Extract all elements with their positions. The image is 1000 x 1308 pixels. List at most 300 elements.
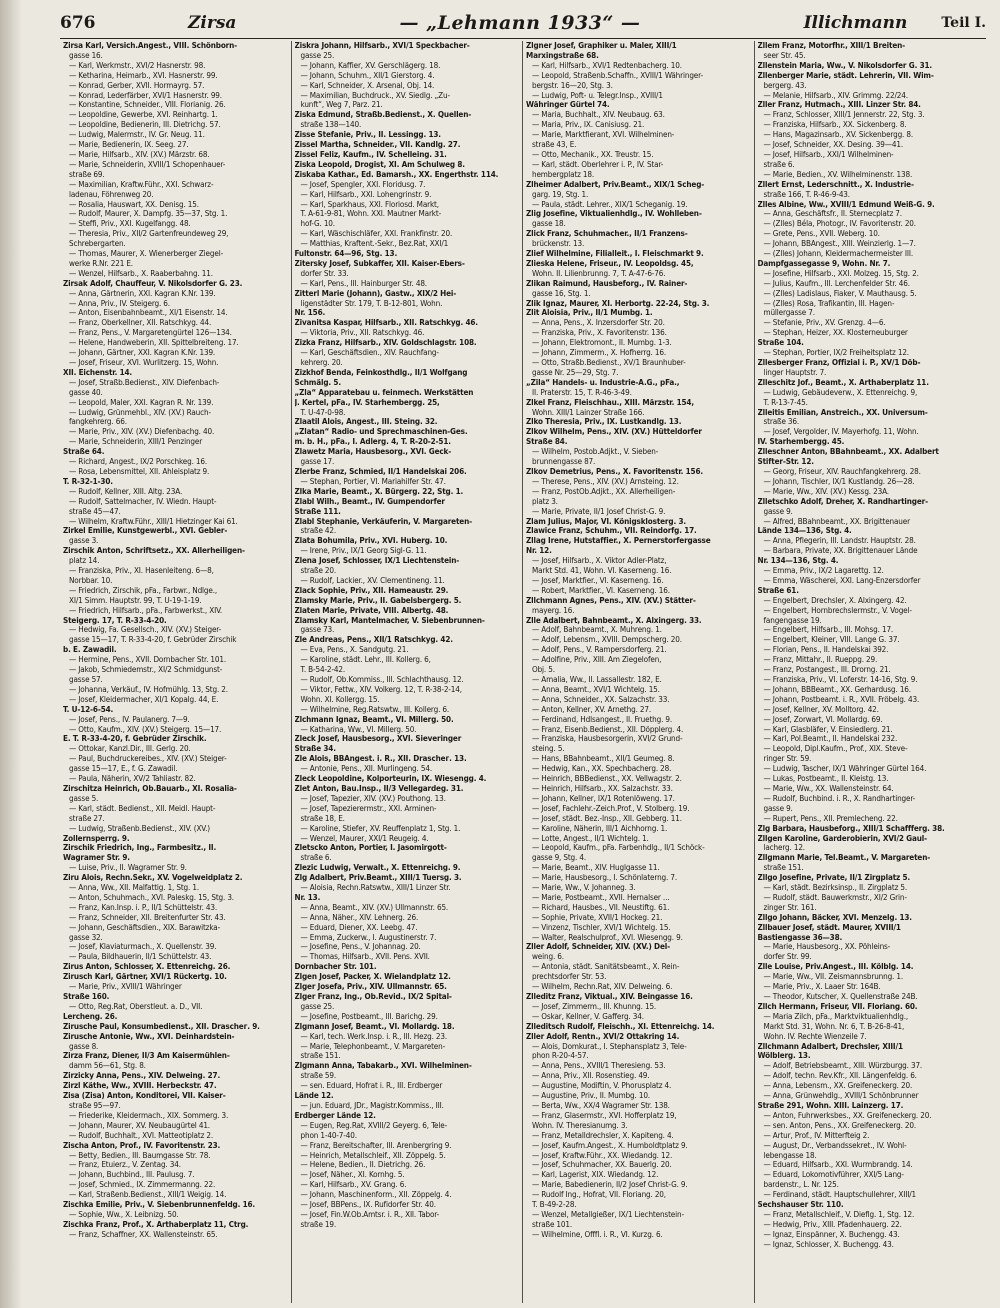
directory-entry-line: Sechshauser Str. 110. bbox=[757, 1200, 844, 1210]
directory-entry-line: Zllgo Johann, Bäcker, XVI. Menzelg. 13. bbox=[757, 912, 912, 922]
directory-entry-line: — Paula, Näherin, XV/2 Tahliastr. 82. bbox=[69, 774, 196, 784]
directory-entry-line: — Engelbert, Hilfsarb., III. Mohsg. 17. bbox=[763, 625, 894, 635]
directory-entry-line: — Leopoldine, Bedienerin, III. Dietrichg. 57. bbox=[69, 120, 221, 130]
directory-entry-line: — Rudolf, Ob.Kommiss., III. Schlachthausg. 12. bbox=[300, 675, 464, 684]
directory-entry-line: — Josef, Kellner, XV. Molltorg. 42. bbox=[763, 704, 879, 714]
directory-entry-line: Zlleditz Franz, Viktual., XIV. Beingasse 16. bbox=[526, 992, 693, 1001]
directory-entry-line: brückenstr. 13. bbox=[532, 239, 585, 249]
directory-entry-line: gasse 16. bbox=[69, 50, 103, 60]
directory-entry-line: — Marie, Marktfierant, XVI. Wilhelminen- bbox=[532, 130, 675, 140]
directory-entry-line: — Josef, Schuhmacher, XX. Bauerlg. 20. bbox=[532, 1160, 672, 1170]
directory-column-4 bbox=[755, 41, 987, 1303]
directory-entry-line: — Marie, Ww., XIV. (XV.) Kessg. 23A. bbox=[763, 486, 889, 496]
directory-entry-line: Straße 84. bbox=[526, 437, 568, 447]
directory-entry-line: Währinger Gürtel 74. bbox=[526, 100, 610, 110]
directory-entry-line: Ziskaba Kathar., Ed. Bamarsh., XX. Engerthstr. 114. bbox=[294, 169, 499, 179]
running-head-right: Illichmann bbox=[803, 13, 908, 33]
directory-entry-line: — Josef, Kaufm.Angest., X. Humboldtplatz 9. bbox=[532, 1140, 688, 1150]
directory-entry-line: prechtsdorfer Str. 53. bbox=[532, 972, 607, 982]
directory-entry-line: — Marie, Schneiderin, XVIII/1 Schopenhauer- bbox=[69, 159, 226, 169]
directory-entry-line: phon R-20-4-57. bbox=[532, 1051, 589, 1061]
directory-entry-line: Nr. 12. bbox=[526, 546, 552, 556]
directory-entry-line: — Karl, Schneider, X. Arsenal, Obj. 14. bbox=[300, 80, 435, 90]
directory-entry-line: Zlieska Helene, Friseur., IV. Leopoldsg. 45, bbox=[526, 258, 694, 268]
directory-entry-line: straße 27. bbox=[69, 813, 105, 823]
directory-entry-line: — Lukas, Postbeamt., II. Kleistg. 13. bbox=[763, 774, 889, 784]
directory-entry-line: Zlkov Wilhelm, Pens., XIV. (XV.) Hütteldorfer bbox=[526, 427, 702, 437]
directory-entry-line: Zllgen Karoline, Garderobierin, XVI/2 Gaul- bbox=[757, 833, 928, 843]
directory-entry-line: — jun. Eduard, JDr., Magistr.Kommiss., III. bbox=[300, 1100, 444, 1110]
directory-entry-line: — Adolfine, Priv., XIII. Am Ziegelofen, bbox=[532, 655, 662, 665]
directory-entry-line: J. Kertel, pFa., IV. Starhembergg. 25, bbox=[294, 397, 440, 407]
directory-entry-line: — Anna, Schneider., XX. Salzachstr. 33. bbox=[532, 694, 670, 704]
directory-entry-line: — Rosalia, Hauswart, XX. Denisg. 15. bbox=[69, 199, 199, 209]
directory-entry-line: — Walter, Realschulprof., XVI. Wiesengg. 9. bbox=[532, 932, 683, 942]
directory-entry-line: — Anna, Geschäftsfr., II. Sternecplatz 7. bbox=[763, 209, 902, 219]
directory-entry-line: Zirusche Antonie, Ww., XVI. Deinhardstein- bbox=[63, 1031, 235, 1041]
directory-entry-line: — Marie, Telephonbeamt., V. Margareten- bbox=[300, 1041, 446, 1051]
directory-entry-line: — Marie, Private, II/1 Josef Christ-G. 9. bbox=[532, 506, 666, 516]
directory-entry-line: — Steffi, Priv., XXI. Kugelfangg. 48. bbox=[69, 219, 191, 229]
directory-entry-line: — Heinrich, BBBedienst., XX. Vellwagstr. 2. bbox=[532, 774, 682, 784]
directory-entry-line: gasse Nr. 25—29, Stg. 7. bbox=[532, 367, 619, 377]
directory-entry-line: Zlawice Franz, Schuhm., VII. Reindorfg. 17. bbox=[526, 526, 697, 536]
directory-entry-line: Zlletschko Adolf, Dreher, X. Randhartinger- bbox=[757, 496, 928, 506]
directory-entry-line: — Otto, Straßb.Bedienst., XV/1 Braunhuber- bbox=[532, 358, 686, 367]
directory-entry-line: — Paul, Buchdruckereibes., XIV. (XV.) Steiger- bbox=[69, 754, 227, 764]
directory-entry-line: — Johann, Gärtner, XXI. Kagran K.Nr. 139. bbox=[69, 348, 216, 358]
directory-entry-line: — Josef, Pens., IV. Paulanerg. 7—9. bbox=[69, 714, 190, 724]
directory-entry-line: — Marie, Ww., V. Johanneg. 3. bbox=[532, 883, 636, 893]
directory-entry-line: — Eduard, Hilfsarb., XXI. Wurmbrandg. 14. bbox=[763, 1160, 913, 1170]
directory-entry-line: gasse 9. bbox=[763, 506, 793, 516]
directory-entry-line: Zlet Anton, Bau.Insp., II/3 Vellegardeg. 31. bbox=[294, 783, 464, 793]
directory-entry-line: — Eva, Pens., X. Sandgutg. 21. bbox=[300, 645, 409, 655]
directory-entry-line: m. b. H., pFa., I. Adlerg. 4, T. R-20-2-51. bbox=[294, 437, 451, 447]
directory-entry-line: — Jakob, Schmiedemstr., XI/2 Schmidgunst- bbox=[69, 665, 223, 675]
directory-entry-line: — Josefine, Hilfsarb., XXI. Molzeg. 15, Stg. 2. bbox=[763, 268, 919, 278]
directory-entry-line: Zllchmann Agnes, Pens., XIV. (XV.) Stätter- bbox=[526, 595, 696, 605]
directory-entry-line: XI/1 Simm. Hauptstr. 99, T. U-19-1-19. bbox=[69, 595, 202, 605]
directory-entry-line: Lände 12. bbox=[294, 1091, 334, 1101]
directory-entry-line: Zirsak Adolf, Chauffeur, V. Nikolsdorfer G. 23. bbox=[63, 278, 243, 288]
directory-entry-line: — Marie, Beamt., XIV. Huglgasse 11. bbox=[532, 863, 660, 873]
directory-entry-line: — Vinzenz, Tischler, XVI/1 Wichtelg. 15. bbox=[532, 922, 671, 932]
directory-entry-line: Wohn. IV. Theresianumg. 3. bbox=[532, 1120, 628, 1130]
directory-entry-line: Zlezic Ludwig, Verwalt., X. Ettenreichg. 9. bbox=[294, 863, 461, 873]
directory-entry-line: — Emma, Wäscherei, XXI. Lang-Enzersdorfer bbox=[763, 575, 921, 585]
directory-entry-line: — Franz, Oberkellner, XII. Ratschkyg. 44. bbox=[69, 318, 212, 328]
directory-entry-line: — Karl, Hilfsarb., XXI. Lohengrinstr. 9. bbox=[300, 189, 432, 199]
directory-entry-line: — Augustine, Modiftin, V. Phorusplatz 4. bbox=[532, 1081, 672, 1091]
directory-entry-line: gasse 8. bbox=[69, 1041, 99, 1051]
directory-entry-line: — Josef, städt. Bez.-Insp., XII. Gebberg. 11. bbox=[532, 813, 682, 823]
directory-entry-line: — Engelbert, Kleiner, VIII. Lange G. 37. bbox=[763, 635, 900, 645]
directory-entry-line: gasse 25. bbox=[300, 50, 335, 60]
directory-entry-line: — Hans, BBahnbeamt., XII/1 Geumeg. 8. bbox=[532, 754, 675, 764]
directory-entry-line: Markt Std. 31, Wohn. Nr. 6, T. B-26-8-41, bbox=[763, 1021, 905, 1031]
directory-entry-line: Zirschik Friedrich, Ing., Farmbesitz., II. bbox=[63, 843, 217, 853]
directory-entry-line: Obj. 5. bbox=[532, 665, 555, 675]
directory-entry-line: Zlamsky Marie, Priv., II. Gabelsbergerg. 5. bbox=[294, 595, 462, 605]
directory-entry-line: Zlabl Stephanie, Verkäuferin, V. Margareten- bbox=[294, 516, 472, 526]
directory-entry-line: — Marie, Babedienerin, II/2 Josef Christ-G. 9. bbox=[532, 1180, 688, 1190]
directory-entry-line: straße 19. bbox=[300, 1219, 337, 1229]
directory-entry-line: — Karoline, Stiefer, XV. Reuffenplatz 1, Stg. 1. bbox=[300, 823, 461, 833]
directory-entry-line: — Anna, Priv., XII. Rosenstieg. 49. bbox=[532, 1071, 650, 1081]
directory-entry-line: Zlig Josefine, Viktualienhdlg., IV. Wohlleben- bbox=[526, 209, 702, 219]
directory-entry-line: — Grete, Pens., XVII. Weberg. 10. bbox=[763, 229, 880, 239]
directory-entry-line: „Zila“ Handels- u. Industrie-A.G., pFa., bbox=[526, 377, 680, 387]
directory-entry-line: Zirkel Emilie, Kunstgewerbl., XVI. Gebler- bbox=[63, 526, 228, 536]
directory-entry-line: Zlleschitz Jof., Beamt., X. Arthaberplatz 11. bbox=[757, 377, 929, 387]
directory-entry-line: — Anna, Beamt., XIV. (XV.) Ullmannstr. 65. bbox=[300, 902, 449, 912]
directory-entry-line: — Franz, Schaffner, XX. Wallensteinstr. 65. bbox=[69, 1229, 218, 1239]
directory-entry-line: — Josef, Hilfsarb., XXI/1 Wilhelminen- bbox=[763, 149, 894, 159]
directory-entry-line: — Katharina, Ww., VI. Millerg. 50. bbox=[300, 724, 417, 734]
directory-entry-line: — Maria, Priv., IX. Canisiusg. 21. bbox=[532, 120, 645, 130]
directory-entry-line: Zller Franz, Hutmach., XIII. Linzer Str. 84. bbox=[757, 100, 921, 110]
directory-entry-line: — Rudolf Ing., Hofrat, VII. Floriang. 20, bbox=[532, 1190, 666, 1200]
directory-entry-line: Zlam Julius, Major, VI. Königsklosterg. 3. bbox=[526, 516, 686, 526]
directory-entry-line: — Ferdinand, Hdlsangest., II. Fruethg. 9. bbox=[532, 714, 673, 724]
directory-entry-line: bardenstr., L. Nr. 125. bbox=[763, 1180, 839, 1190]
directory-entry-line: bergerg. 43. bbox=[763, 80, 807, 90]
directory-entry-line: — Ignaz, Einspänner, X. Buchengg. 43. bbox=[763, 1229, 900, 1239]
directory-entry-line: Wohn. IV. Rechte Wienzeile 7. bbox=[763, 1031, 867, 1041]
directory-entry-line: — Karl, Werkmstr., XVI/2 Hasnerstr. 98. bbox=[69, 60, 206, 70]
directory-entry-line: — Rudolf, Buchhalt., XVI. Matteotiplatz 2. bbox=[69, 1130, 214, 1140]
directory-entry-line: — Anna, Lebensm., XX. Greifeneckerg. 20. bbox=[763, 1081, 913, 1091]
directory-entry-line: — Betty, Bedien., III. Baumgasse Str. 78. bbox=[69, 1150, 211, 1160]
directory-entry-line: gasse 25. bbox=[300, 1001, 335, 1011]
directory-entry-line: — Ludwig, Tascher, IX/1 Währinger Gürtel 164. bbox=[763, 764, 927, 774]
directory-entry-line: Zlaatil Alois, Angest., III. Steing. 32. bbox=[294, 417, 438, 427]
directory-entry-line: — Franz, Pens., V. Margaretengürtel 126—134. bbox=[69, 328, 232, 338]
directory-entry-line: ringer Str. 59. bbox=[763, 754, 812, 764]
directory-entry-line: — Josef, Kleidermacher, XI/1 Kopalg. 44, E. bbox=[69, 694, 219, 704]
directory-entry-line: — Marie, Priv., X. Laaer Str. 164B. bbox=[763, 982, 881, 992]
directory-entry-line: seer Str. 45. bbox=[763, 50, 806, 60]
directory-entry-line: — Anna, Pflegerin, III. Landstr. Hauptstr. 28. bbox=[763, 536, 916, 546]
directory-entry-line: — Josef, Friseur, XVI. Wurlitzerg. 15, Wohn. bbox=[69, 358, 219, 367]
directory-entry-line: Ziska Leopold, Drogist, XI. Am Schulweg 8. bbox=[294, 159, 465, 169]
directory-entry-line: — Antonie, Pens., XII. Murlingeng. 54. bbox=[300, 764, 432, 774]
directory-entry-line: Straße 64. bbox=[63, 447, 105, 457]
directory-entry-line: — Josef, Hilfsarb., X. Viktor Adler-Platz, bbox=[532, 556, 667, 566]
directory-entry-line: Zitterl Marie (Johann), Gastw., XIX/2 Hei- bbox=[294, 288, 457, 298]
directory-entry-line: — Franziska, Priv., X. Favoritenstr. 136. bbox=[532, 328, 667, 338]
directory-entry-line: — Adolf, Betriebsbeamt., XIII. Würzburgg. 37. bbox=[763, 1061, 923, 1071]
directory-entry-line: — Anna, Grünwehdlg., XVIII/1 Schönbrunner bbox=[763, 1091, 919, 1101]
directory-entry-line: — Josef, Näher., XI. Kornhg. 5. bbox=[300, 1170, 405, 1180]
directory-entry-line: — Robert, Marktfier., VI. Kaserneng. 16. bbox=[532, 585, 670, 595]
directory-entry-line: — Matthias, Kraftent.-Sekr., Bez.Rat, XXI/1 bbox=[300, 239, 449, 249]
directory-entry-line: — Leopoldine, Gewerbe, XVI. Reinhartg. 1. bbox=[69, 110, 218, 120]
directory-entry-line: platz 3. bbox=[532, 496, 558, 506]
directory-entry-line: — Rudolf, Maurer, X. Dampfg. 35—37, Stg. 1. bbox=[69, 209, 228, 219]
directory-entry-line: — Helene, Bedien., II. Dietrichg. 26. bbox=[300, 1160, 426, 1170]
directory-entry-line: — Josefine, Pens., V. Johannag. 20. bbox=[300, 942, 421, 952]
directory-entry-line: Wohn. II. Lilienbrunng. 7, T. A-47-6-76. bbox=[532, 268, 666, 278]
directory-entry-line: — Eduard, Lokomotivführer, XXI/5 Lang- bbox=[763, 1170, 904, 1180]
directory-entry-line: Straße 160. bbox=[63, 992, 110, 1001]
directory-entry-line: straße 20. bbox=[300, 566, 337, 576]
directory-entry-line: Straße 291, Wohn. XIII. Lainzerg. 17. bbox=[757, 1100, 904, 1110]
directory-entry-line: phon 1-40-7-40. bbox=[300, 1130, 357, 1140]
directory-entry-line: — Karl, Sparkhaus, XXI. Floriosd. Markt, bbox=[300, 199, 439, 209]
directory-entry-line: Zlg Adalbert, Priv.Beamt., XIII/1 Tuersg. 3. bbox=[294, 873, 462, 883]
directory-entry-line: — Rupert, Pens., XII. Premlecheng. 22. bbox=[763, 813, 898, 823]
directory-entry-line: Zollernsperrg. 9. bbox=[63, 833, 130, 843]
directory-entry-line: Zlamsky Karl, Mantelmacher, V. Siebenbrunnen- bbox=[294, 615, 485, 625]
directory-entry-line: — Josef, Tapezierermstr., XXI. Arminen- bbox=[300, 803, 437, 813]
directory-title: — „Lehmann 1933“ — bbox=[399, 12, 641, 34]
directory-entry-line: — Ottokar, Kanzl.Dir., III. Gerlg. 20. bbox=[69, 744, 191, 754]
directory-entry-line: T. B-54-2-42. bbox=[300, 665, 346, 675]
directory-entry-line: Zlick Franz, Schuhmacher., II/1 Franzens- bbox=[526, 229, 688, 239]
directory-entry-line: — Rudolf, Sattelmacher, IV. Wiedn. Haupt- bbox=[69, 496, 217, 506]
directory-entry-line: Zlheimer Adalbert, Priv.Beamt., XIX/1 Scheg- bbox=[526, 179, 705, 189]
directory-entry-line: — Thomas, Hilfsarb., XVII. Pens. XVII. bbox=[300, 952, 430, 962]
directory-entry-line: Zissel Martha, Schneider., VII. Kandlg. 27. bbox=[294, 140, 461, 150]
directory-entry-line: Stifter-Str. 12. bbox=[757, 457, 814, 467]
directory-entry-line: — Anna, Ww., XII. Malfattig. 1, Stg. 1. bbox=[69, 883, 199, 893]
directory-entry-line: — Viktor, Fettw., XIV. Volkerg. 12, T. R-38-2-14, bbox=[300, 684, 462, 694]
directory-entry-line: mayerg. 16. bbox=[532, 605, 575, 615]
directory-entry-line: — Paula, Bildhauerin, II/1 Schüttelstr. 43. bbox=[69, 952, 212, 962]
directory-entry-line: — Rudolf, städt. Bauwerkmstr., XI/2 Grin- bbox=[763, 892, 907, 902]
directory-entry-line: — Anton, Eisenbahnbeamt., XI/1 Eisenstr. 14. bbox=[69, 308, 228, 318]
directory-entry-line: Fultonstr. 64—96, Stg. 13. bbox=[294, 249, 398, 259]
directory-entry-line: — Theodor, Kutscher, X. Quellenstraße 24B. bbox=[763, 992, 918, 1001]
directory-entry-line: gasse 5. bbox=[69, 793, 99, 803]
directory-entry-line: Zlkel Franz, Fleischhau., XIII. Märzstr. 154, bbox=[526, 397, 694, 407]
directory-entry-line: Zlle Adalbert, Bahnbeamt., X. Alxingerg. 33. bbox=[526, 615, 702, 625]
directory-entry-line: Zissel Feliz, Kaufm., IV. Schelleing. 31. bbox=[294, 149, 447, 159]
directory-entry-line: — Eugen, Reg.Rat, XVIII/2 Geyerg. 6, Tele- bbox=[300, 1120, 448, 1130]
directory-entry-line: — Franziska, Priv., XI. Hasenleiteng. 6—8, bbox=[69, 566, 214, 576]
directory-entry-line: — Antonia, städt. Sanitätsbeamt., X. Rein- bbox=[532, 962, 680, 972]
directory-entry-line: — Konrad, Lederfärber, XVI/1 Hasnerstr. 99. bbox=[69, 90, 222, 100]
directory-entry-line: — Wilhelmine, Reg.Ratswtw., III. Kollerg. 6. bbox=[300, 704, 450, 714]
directory-entry-line: Zllbauer Josef, städt. Maurer, XVIII/1 bbox=[757, 922, 901, 932]
directory-entry-line: bergstr. 16—20, Stg. 3. bbox=[532, 80, 613, 90]
directory-entry-line: — Johann, Buchbind., III. Paulusg. 7. bbox=[69, 1170, 195, 1180]
directory-entry-line: Wohn. XIII/1 Lainzer Straße 166. bbox=[532, 407, 645, 417]
directory-entry-line: Zllch Hermann, Friseur, VII. Floriang. 60. bbox=[757, 1001, 918, 1011]
directory-entry-line: II. Praterstr. 15, T. R-46-3-49. bbox=[532, 387, 632, 397]
directory-entry-line: — Hedwig, Priv., XIII. Pfadenhauerg. 22. bbox=[763, 1219, 902, 1229]
directory-entry-line: — Anna, Näher., XIV. Lehnerg. 26. bbox=[300, 912, 419, 922]
directory-entry-line: — Adolf, techn. Rev.Kfr., XII. Längenfeldg. 6. bbox=[763, 1071, 917, 1081]
directory-entry-line: Ziska Edmund, Straßb.Bedienst., X. Quellen- bbox=[294, 110, 472, 120]
directory-entry-line: Zller Adolf, Rentn., XVI/2 Ottakring 14. bbox=[526, 1031, 680, 1041]
directory-entry-line: — Josef, Fachlehr.-Zeich.Prof., V. Stolberg. 19. bbox=[532, 803, 690, 813]
directory-entry-line: — Heinrich, Metallschleif., XII. Zöppelg. 5. bbox=[300, 1150, 446, 1160]
directory-entry-line: Zlko Theresia, Priv., IX. Lustkandlg. 13. bbox=[526, 417, 682, 427]
directory-entry-line: hof-G. 10. bbox=[300, 219, 335, 229]
directory-entry-line: Zisa (Zisa) Anton, Konditorei, VII. Kaiser- bbox=[63, 1091, 226, 1101]
directory-entry-line: — Rudolf, Lackier., XV. Clementineng. 11. bbox=[300, 575, 445, 585]
directory-entry-line: — Friedrich, Zirschik, pFa., Farbwr., Ndlge., bbox=[69, 585, 218, 595]
directory-entry-line: — Franz, PostOb.Adjkt., XX. Allerheiligen- bbox=[532, 486, 676, 496]
directory-entry-line: Zlleditsch Rudolf, Fleischh., XI. Ettenreichg. 14. bbox=[526, 1021, 715, 1031]
directory-entry-line: — Engelbert, Drechsler, X. Alxingerg. 42. bbox=[763, 595, 907, 605]
directory-entry-line: fangengasse 19. bbox=[763, 615, 822, 625]
directory-entry-line: — Josef, Tapezier, XIV. (XV.) Pouthong. 13. bbox=[300, 793, 446, 803]
directory-entry-line: Zllgo Josefine, Private, II/1 Zirgplatz 5. bbox=[757, 873, 911, 883]
directory-entry-line: — Leopold, Straßenb.Schaffn., XVIII/1 Währinger- bbox=[532, 70, 703, 80]
directory-entry-line: — Karl, städt. Bezirksinsp., II. Zirgplatz 5. bbox=[763, 883, 908, 893]
directory-entry-line: gasse 18. bbox=[532, 219, 566, 229]
directory-entry-line: — Marie, Ww., XX. Wallensteinstr. 64. bbox=[763, 783, 894, 793]
directory-entry-line: — Wenzel, Metallgießer, IX/1 Liechtenstein- bbox=[532, 1209, 684, 1219]
directory-entry-line: — Ludwig, Grünmehbl., XIV. (XV.) Rauch- bbox=[69, 407, 211, 417]
directory-entry-line: — Leopold, Dipl.Kaufm., Prof., XIX. Steve- bbox=[763, 744, 908, 754]
page-binding-shadow bbox=[0, 0, 22, 1308]
directory-entry-line: — Karl, Pol.Beamt., II. Handelskai 232. bbox=[763, 734, 898, 744]
directory-entry-line: Nr. 134—136, Stg. 4. bbox=[757, 556, 839, 566]
directory-entry-line: — Engelbert, Hornbrechslermstr., V. Vogel- bbox=[763, 605, 912, 615]
directory-column-1 bbox=[60, 41, 292, 1303]
directory-entry-line: — Georg, Friseur, XIV. Rauchfangkehrerg. 28. bbox=[763, 466, 921, 476]
directory-entry-line: — Emma, Priv., IX/2 Lagarettg. 12. bbox=[763, 566, 884, 576]
directory-entry-line: straße 101. bbox=[532, 1219, 573, 1229]
directory-entry-line: — Ketharina, Heimarb., XVI. Hasnerstr. 99. bbox=[69, 70, 218, 80]
directory-entry-line: ligenstädter Str. 179, T. B-12-801, Wohn. bbox=[300, 298, 443, 308]
directory-entry-line: Zlchmann Ignaz, Beamt., VI. Millerg. 50. bbox=[294, 714, 454, 724]
directory-entry-line: Zlik Ignaz, Maurer, XI. Herbortg. 22-24, Stg. 3. bbox=[526, 298, 710, 308]
directory-entry-line: — Paula, städt. Lehrer., XIX/1 Scheganig. 19. bbox=[532, 199, 688, 209]
directory-entry-line: — Franziska, Priv., VI. Loferstr. 14-16, Stg. 9. bbox=[763, 675, 918, 684]
directory-entry-line: zinger Str. 161. bbox=[763, 902, 817, 912]
directory-entry-line: Erdberger Lände 12. bbox=[294, 1110, 376, 1120]
directory-entry-line: Zirus Anton, Schlosser, X. Ettenreichg. 26. bbox=[63, 962, 231, 972]
directory-entry-line: kehrerg. 20. bbox=[300, 358, 343, 367]
directory-entry-line: — Barbara, Private, XX. Brigittenauer Lände bbox=[763, 546, 918, 556]
directory-entry-line: Nr. 156. bbox=[294, 308, 326, 318]
directory-entry-line: gasse 15—17, T. R-33-4-20, f. Gebrüder Zirschik bbox=[69, 635, 237, 645]
directory-entry-line: Zisse Stefanie, Priv., II. Lessingg. 13. bbox=[294, 130, 441, 140]
directory-entry-line: — Anna, Priv., IV. Steigerg. 6. bbox=[69, 298, 170, 308]
directory-entry-line: — Anton, Schuhmach., XVI. Paleskg. 15, Stg. 3. bbox=[69, 892, 234, 902]
directory-entry-line: — Therese, Pens., XIV. (XV.) Arnsteing. 12. bbox=[532, 476, 679, 486]
directory-entry-line: — Ferdinand, städt. Hauptschullehrer, XIII/1 bbox=[763, 1190, 917, 1200]
directory-entry-line: Zlata Bohumila, Priv., XVI. Huberg. 10. bbox=[294, 536, 448, 546]
directory-entry-line: — Hedwig, Kan., XX. Spechbacherg. 28. bbox=[532, 764, 672, 774]
directory-entry-line: lacherg. 12. bbox=[763, 843, 805, 853]
directory-entry-line: — Franz, Glasermstr., XVI. Hofferplatz 19, bbox=[532, 1110, 677, 1120]
directory-entry-line: straße 59. bbox=[300, 1071, 337, 1081]
directory-entry-line: Zle Andreas, Pens., XII/1 Ratschkyg. 42. bbox=[294, 635, 453, 645]
directory-entry-line: Zlleitis Emilian, Anstreich., XX. Universum- bbox=[757, 407, 928, 417]
directory-entry-line: Zirusch Karl, Gärtner, XVI/1 Rückertg. 10. bbox=[63, 972, 227, 982]
directory-entry-line: Straße 61. bbox=[757, 585, 799, 595]
directory-entry-line: — Viktoria, Priv., XII. Ratschkyg. 46. bbox=[300, 328, 425, 338]
directory-entry-line: Zlle Louise, Priv.Angest., III. Kölblg. 14. bbox=[757, 962, 914, 972]
directory-entry-line: — Wilhelmine, Offfl. i. R., VI. Kurzg. 6. bbox=[532, 1229, 663, 1239]
directory-entry-line: — Stephan, Portier, VI. Mariahilfer Str. 47. bbox=[300, 476, 446, 486]
directory-entry-line: Zlkov Demetrius, Pens., X. Favoritenstr. 156. bbox=[526, 466, 703, 476]
directory-entry-line: weing. 6. bbox=[532, 952, 564, 962]
directory-entry-line: gasse 73. bbox=[300, 625, 335, 635]
directory-entry-line: straße 43, E. bbox=[532, 140, 577, 150]
directory-entry-line: Zlger Franz, Ing., Ob.Revid., IX/2 Spital- bbox=[294, 992, 452, 1001]
directory-entry-line: — Karl, Straßenb.Bedienst., XIII/1 Weigig. 14. bbox=[69, 1190, 227, 1200]
directory-entry-line: gasse 17. bbox=[300, 457, 335, 467]
directory-entry-line: — Ludwig, Straßenb.Bedienst., XIV. (XV.) bbox=[69, 823, 210, 833]
directory-entry-line: — Marie, Postbeamt., XVII. Hernalser ... bbox=[532, 892, 670, 902]
directory-entry-line: Zlg Barbara, Hausbeforg., XIII/1 Schaffferg. 38. bbox=[757, 823, 945, 833]
directory-entry-line: — Sophie, Ww., X. Leibnizg. 50. bbox=[69, 1209, 179, 1219]
directory-entry-line: — Leopold, Maler, XXI. Kagran R. Nr. 139. bbox=[69, 397, 214, 407]
directory-entry-line: damm 56—61, Stg. 8. bbox=[69, 1061, 146, 1071]
directory-entry-line: b. E. Zawadil. bbox=[63, 645, 117, 655]
directory-entry-line: straße 138—140. bbox=[300, 120, 362, 130]
directory-entry-line: — Eduard, Diener, XX. Leebg. 47. bbox=[300, 922, 418, 932]
directory-entry-line: — Johann, BBBeamt., XX. Gerhardusg. 16. bbox=[763, 684, 911, 694]
directory-entry-line: — Marie, Hausbesorg., XX. Pöhleins- bbox=[763, 942, 891, 952]
directory-entry-line: Ziru Alois, Rechn.Sekr., XV. Vogelweidplatz 2. bbox=[63, 873, 243, 883]
directory-entry-line: straße 166, T. R-46-9-43. bbox=[763, 189, 850, 199]
directory-entry-line: — Ludwig, Poft- u. Telegr.Insp., XVIII/1 bbox=[532, 90, 663, 100]
directory-entry-line: — (Zlles) Ladislaus, Fiaker, V. Mauthausg. 5. bbox=[763, 288, 917, 298]
directory-entry-line: — Helene, Handweberin, XII. Spittelbreiteng. 17. bbox=[69, 338, 239, 348]
directory-entry-line: Zlerbe Franz, Schmied, II/1 Handelskai 206. bbox=[294, 466, 467, 476]
directory-entry-line: — Karoline, städt. Lehr., III. Kollerg. 6, bbox=[300, 655, 431, 665]
directory-entry-line: Lände 134—136, Stg. 4. bbox=[757, 526, 852, 536]
directory-entry-line: — Johann, Maschinenform., XII. Zöppelg. 4. bbox=[300, 1190, 452, 1200]
directory-entry-line: — (Zlles) Johann, Kleidermachermeister III. bbox=[763, 249, 914, 259]
directory-entry-line: Zirschik Anton, Schriftsetz., XX. Allerheiligen- bbox=[63, 546, 245, 556]
directory-entry-line: Zitersky Josef, Subkaffer, XII. Kaiser-Ebers- bbox=[294, 258, 465, 268]
directory-entry-line: Zischka Franz, Prof., X. Arthaberplatz 11, Ctrg. bbox=[63, 1219, 249, 1229]
directory-entry-line: — Luise, Priv., II. Wagramer Str. 9. bbox=[69, 863, 187, 873]
directory-entry-line: Zlawetz Maria, Hausbesorg., XVI. Geck- bbox=[294, 447, 452, 457]
directory-entry-line: Zirschitza Heinrich, Ob.Bauarb., XI. Rosalia- bbox=[63, 783, 237, 793]
directory-entry-line: Zller Adolf, Schneider, XIV. (XV.) Del- bbox=[526, 942, 670, 952]
directory-entry-line: — Josef, Straßb.Bedienst., XIV. Diefenbach- bbox=[69, 377, 220, 387]
directory-entry-line: Zletscko Anton, Portier, I. Jasomirgott- bbox=[294, 843, 447, 853]
directory-entry-line: linger Hauptstr. 7. bbox=[763, 367, 827, 377]
directory-entry-line: steing. 5. bbox=[532, 744, 565, 754]
directory-entry-line: T. R-13-7-45. bbox=[763, 397, 808, 407]
directory-entry-line: — Franziska, Hilfsarb., XX. Sickenberg. 8. bbox=[763, 120, 907, 130]
directory-entry-line: Zlikan Raimund, Hausbeforg., IV. Rainer- bbox=[526, 278, 688, 288]
directory-entry-line: — Karl, städt. Oberlehrer i. P., IV. Star- bbox=[532, 159, 664, 169]
directory-entry-line: — Johanna, Verkäuf., IV. Hofmühlg. 13, Stg. 2. bbox=[69, 684, 228, 694]
directory-entry-line: — Johann, Geschäftsdien., XIX. Barawitzka- bbox=[69, 922, 221, 932]
directory-entry-line: — Hermine, Pens., XVII. Dornbacher Str. 101. bbox=[69, 655, 227, 665]
directory-entry-line: — Alois, Domkurat., I. Stephansplatz 3, Tele- bbox=[532, 1041, 687, 1051]
directory-entry-line: — Ignaz, Schlosser, X. Buchengg. 43. bbox=[763, 1239, 894, 1249]
directory-entry-line: — Karl, Glasbläfer, V. Einsiedlerg. 21. bbox=[763, 724, 893, 734]
directory-entry-line: Zlief Wilhelmine, Filialleit., I. Fleischmarkt 9. bbox=[526, 249, 704, 259]
directory-entry-line: — Stefanie, Priv., XV. Grenzg. 4—6. bbox=[763, 318, 886, 328]
directory-entry-line: — Anna, Gärtnerin, XXI. Kagran K.Nr. 139. bbox=[69, 288, 216, 298]
directory-entry-line: Schmälg. 5. bbox=[294, 377, 341, 387]
directory-entry-line: T. A-61-9-81, Wohn. XXI. Mautner Markt- bbox=[300, 209, 442, 219]
directory-entry-line: — Alfred, BBahnbeamt., XX. Brigittenauer bbox=[763, 516, 910, 526]
directory-entry-line: — Wenzel, Hilfsarb., X. Raaberbahng. 11. bbox=[69, 268, 213, 278]
directory-entry-line: Lercheng. 26. bbox=[63, 1011, 118, 1021]
directory-entry-line: XII. Eichenstr. 14. bbox=[63, 367, 133, 377]
directory-entry-line: ladenau, Föhrenweg 20. bbox=[69, 189, 154, 199]
directory-entry-line: Wagramer Str. 9. bbox=[63, 853, 130, 863]
directory-entry-line: — Marie, Hilfsarb., XIV. (XV.) Märzstr. 68. bbox=[69, 149, 210, 159]
directory-entry-line: — Amalia, Ww., II. Lassallestr. 182, E. bbox=[532, 675, 662, 684]
